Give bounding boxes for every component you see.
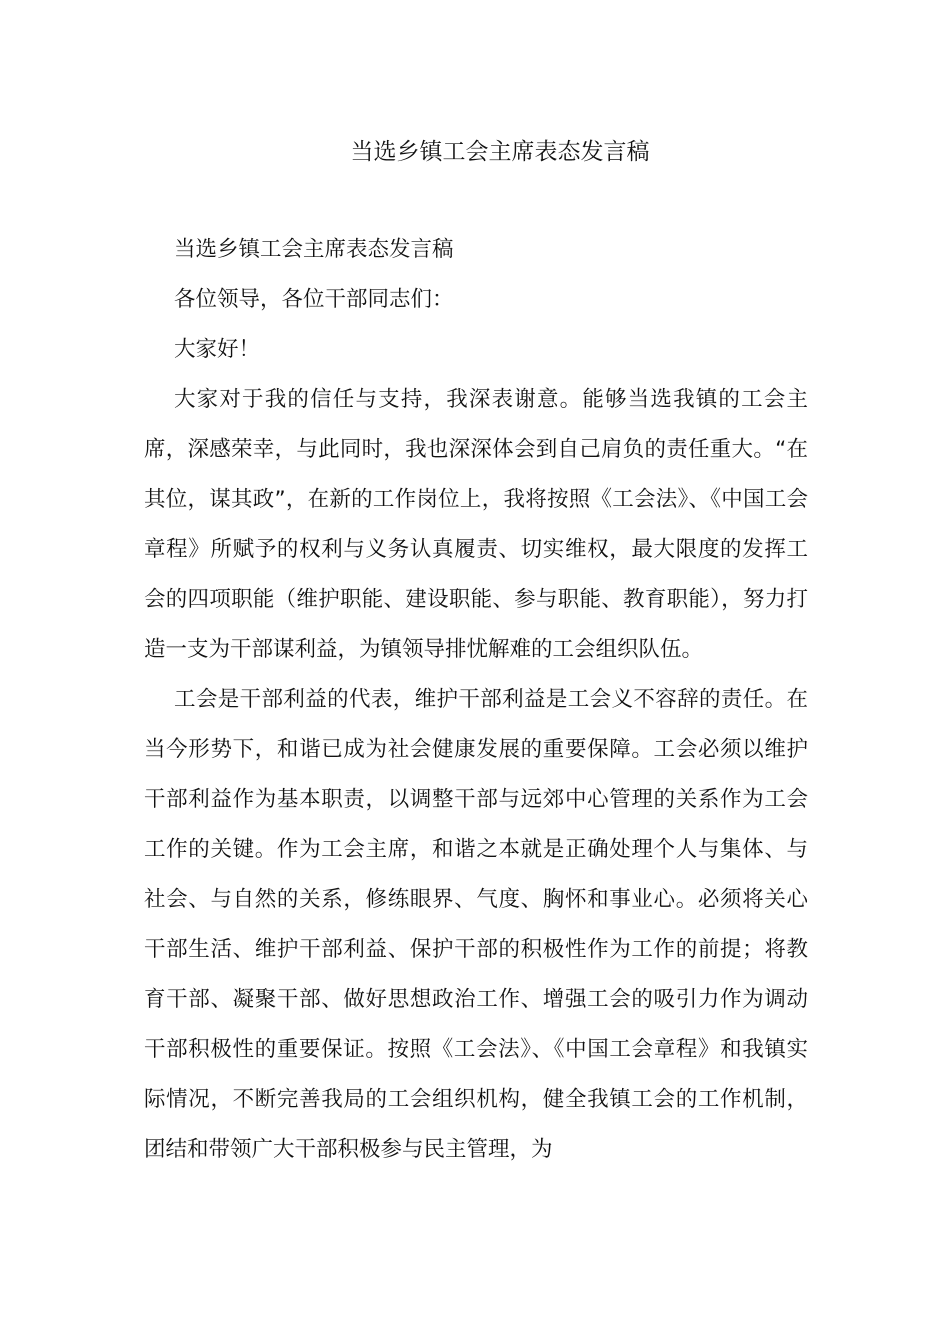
paragraph-body-1: 大家对于我的信任与支持，我深表谢意。能够当选我镇的工会主席，深感荣幸，与此同时，我也深深体会到自己肩负的责任重大。“在其位，谋其政”，在新的工作岗位上，我将按照《工会法》、《中国工会章程》所赋予的权利与义务认真履责、切实维权，最大限度的发挥工会的四项职能（维护职能、建设职能、参与职能、教育职能），努力打造一支为干部谋利益，为镇领导排忧解难的工会组织队伍。 xyxy=(144,387,808,662)
paragraph-greeting: 大家好！ xyxy=(174,337,261,362)
document-body xyxy=(144,225,808,1175)
paragraph-body-2: 工会是干部利益的代表，维护干部利益是工会义不容辞的责任。在当今形势下，和谐已成为社会健康发展的重要保障。工会必须以维护干部利益作为基本职责，以调整干部与远郊中心管理的关系作为工会工作的关键。作为工会主席，和谐之本就是正确处理个人与集体、与社会、与自然的关系，修练眼界、气度、胸怀和事业心。必须将关心干部生活、维护干部利益、保护干部的积极性作为工作的前提；将教育干部、凝聚干部、做好思想政治工作、增强工会的吸引力作为调动干部积极性的重要保证。按照《工会法》、《中国工会章程》和我镇实际情况，不断完善我局的工会组织机构，健全我镇工会的工作机制，团结和带领广大干部积极参与民主管理，为 xyxy=(144,687,808,1162)
document-title: 当选乡镇工会主席表态发言稿 xyxy=(350,139,650,165)
paragraph-salutation: 各位领导，各位干部同志们： xyxy=(174,287,454,312)
paragraph-heading: 当选乡镇工会主席表态发言稿 xyxy=(174,237,454,262)
